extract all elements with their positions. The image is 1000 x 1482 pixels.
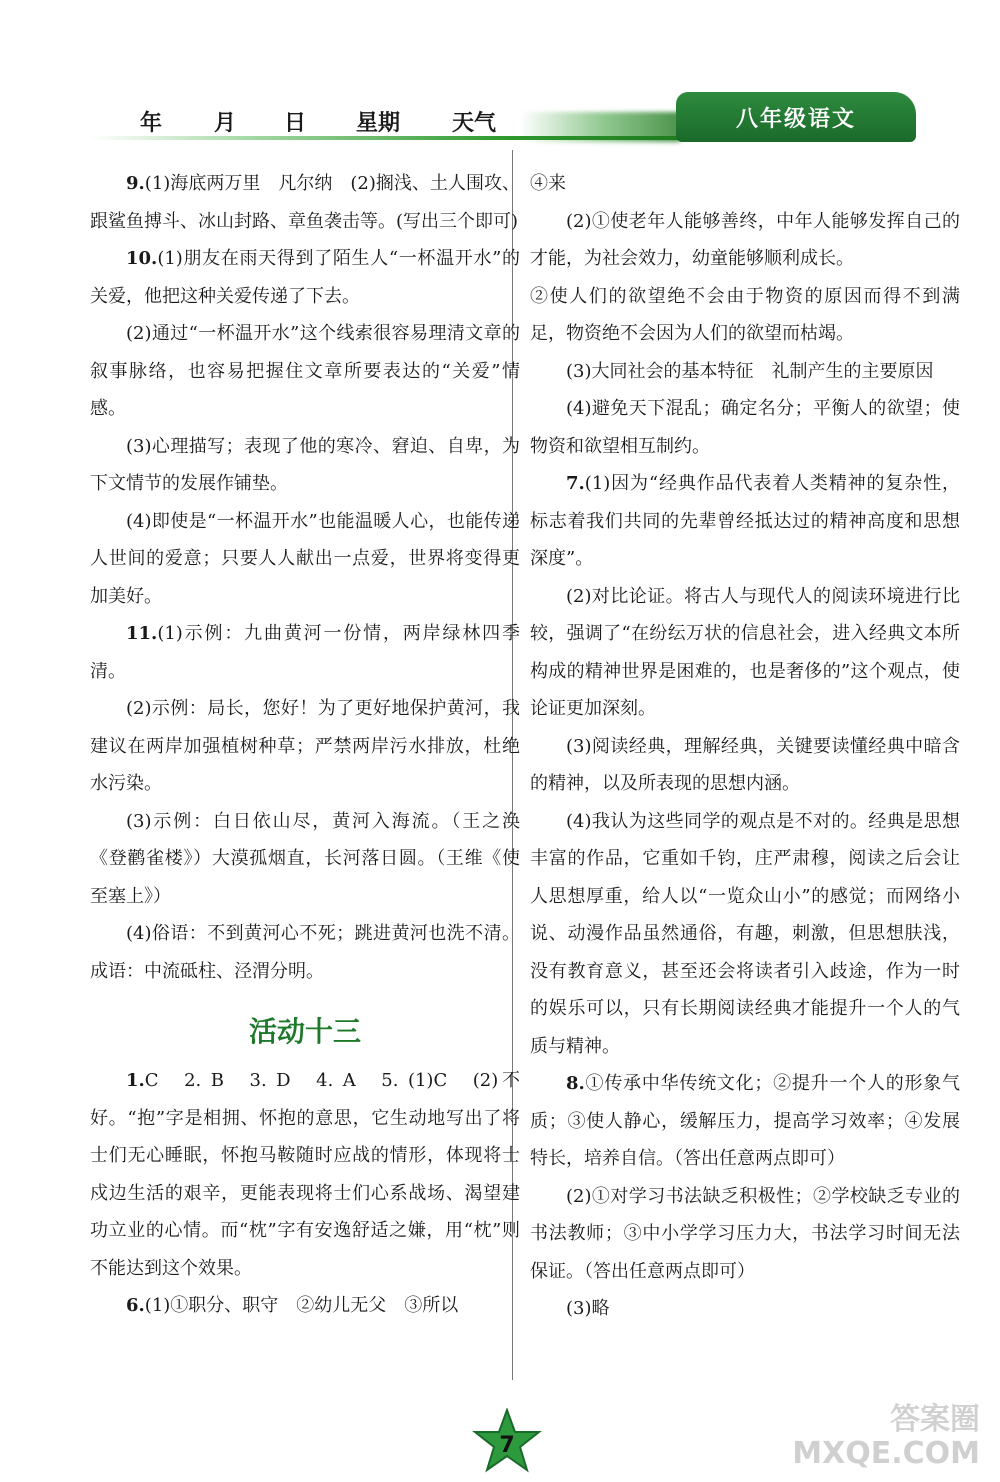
answer-paragraph: (3)心理描写；表现了他的寒冷、窘迫、自卑，为下文情节的发展作铺垫。 — [90, 435, 520, 494]
answer-paragraph: (3)示例：白日依山尽，黄河入海流。（王之涣《登鹳雀楼》）大漠孤烟直，长河落日圆。（王维《使至塞上》） — [90, 810, 520, 907]
answer-paragraph: (2)通过“一杯温开水”这个线索很容易理清文章的叙事脉络，也容易把握住文章所要表达的“关爱”情感。 — [90, 323, 520, 419]
answer-paragraph: ②使人们的欲望绝不会由于物资的原因而得不到满足，物资绝不会因为人们的欲望而枯竭。 — [530, 285, 960, 344]
watermark — [792, 1403, 980, 1471]
answer-paragraph: 10.(1)朋友在雨天得到了陌生人“一杯温开水”的关爱，他把这种关爱传递了下去。 — [90, 248, 520, 307]
answer-paragraph: (4)即使是“一杯温开水”也能温暖人心，也能传递人世间的爱意；只要人人献出一点爱，世界将变得更加美好。 — [90, 510, 520, 607]
answer-paragraph: (2)①使老年人能够善终，中年人能够发挥自己的才能，为社会效力，幼童能够顺利成长。 — [530, 210, 960, 269]
date-label-month: 月 — [214, 111, 237, 136]
answer-paragraph: 1.C 2. B 3. D 4. A 5. (1)C (2)不好。“抱”字是相拥、怀抱的意思，它生动地写出了将士们无心睡眠，怀抱马鞍随时应战的情形，体现将士戍边生活的艰辛，更能表现将士们心系战场、渴望建功立业的心情。而“枕”字有安逸舒适之嫌，用“枕”则不能达到这个效果。 — [90, 1070, 520, 1279]
answer-paragraph: ④来 — [530, 173, 566, 194]
answer-paragraph: (4)我认为这些同学的观点是不对的。经典是思想丰富的作品，它重如千钧，庄严肃穆，阅读之后会让人思想厚重，给人以“一览众山小”的感觉；而网络小说、动漫作品虽然通俗，有趣，刺激，但思想肤浅，没有教育意义，甚至还会将读者引入歧途，作为一时的娱乐可以，只有长期阅读经典才能提升一个人的气质与精神。 — [530, 810, 960, 1057]
answer-paragraph: (3)略 — [566, 1298, 610, 1319]
answer-paragraph: (4)俗语：不到黄河心不死；跳进黄河也洗不清。成语：中流砥柱、泾渭分明。 — [90, 923, 520, 982]
answer-paragraph: (2)对比论证。将古人与现代人的阅读环境进行比较，强调了“在纷纭万状的信息社会，进入经典文本所构成的精神世界是困难的，也是奢侈的”这个观点，使论证更加深刻。 — [530, 585, 960, 719]
answer-paragraph: 7.(1)因为“经典作品代表着人类精神的复杂性，标志着我们共同的先辈曾经抵达过的精神高度和思想深度”。 — [530, 473, 960, 569]
date-label-day: 日 — [284, 111, 307, 136]
star-icon — [472, 1408, 542, 1478]
answer-paragraph: (4)避免天下混乱；确定名分；平衡人的欲望；使物资和欲望相互制约。 — [530, 398, 960, 457]
date-weather-row — [140, 106, 532, 137]
answer-paragraph: (2)示例：局长，您好！为了更好地保护黄河，我建议在两岸加强植树种草；严禁两岸污水排放，杜绝水污染。 — [90, 698, 520, 794]
page-header — [0, 0, 1000, 150]
right-column — [530, 165, 960, 1328]
page-number: 7 — [499, 1433, 515, 1458]
date-label-weekday: 星期 — [356, 111, 401, 136]
answer-paragraph: (3)阅读经典，理解经典，关键要读懂经典中暗含的精神，以及所表现的思想内涵。 — [530, 735, 960, 794]
watermark-text: 答案圈 — [890, 1402, 980, 1437]
date-label-weather: 天气 — [452, 111, 497, 136]
answer-paragraph: (3)大同社会的基本特征 礼制产生的主要原因 — [566, 360, 934, 382]
answer-paragraph: 6.(1)①职分、职守 ②幼儿无父 ③所以 — [126, 1295, 459, 1316]
answer-paragraph: 8.①传承中华传统文化；②提升一个人的形象气质；③使人静心，缓解压力，提高学习效率；④发展特长，培养自信。（答出任意两点即可） — [530, 1073, 960, 1169]
answer-paragraph: 11.(1)示例：九曲黄河一份情，两岸绿林四季清。 — [90, 623, 520, 682]
answer-paragraph: (2)①对学习书法缺乏积极性；②学校缺乏专业的书法教师；③中小学学习压力大，书法学习时间无法保证。（答出任意两点即可） — [530, 1185, 960, 1282]
section-title: 活动十三 — [248, 1015, 361, 1048]
header-rule — [90, 136, 680, 140]
answer-paragraph: 9.(1)海底两万里 凡尔纳 (2)搁浅、土人围攻、跟鲨鱼搏斗、冰山封路、章鱼袭击等。(写出三个即可) — [90, 173, 520, 232]
watermark-url: MXQE.COM — [792, 1436, 980, 1471]
date-label-year: 年 — [140, 111, 163, 136]
grade-badge: 八年级语文 — [676, 92, 916, 142]
left-column — [90, 165, 520, 1325]
page-number-star — [472, 1408, 542, 1478]
